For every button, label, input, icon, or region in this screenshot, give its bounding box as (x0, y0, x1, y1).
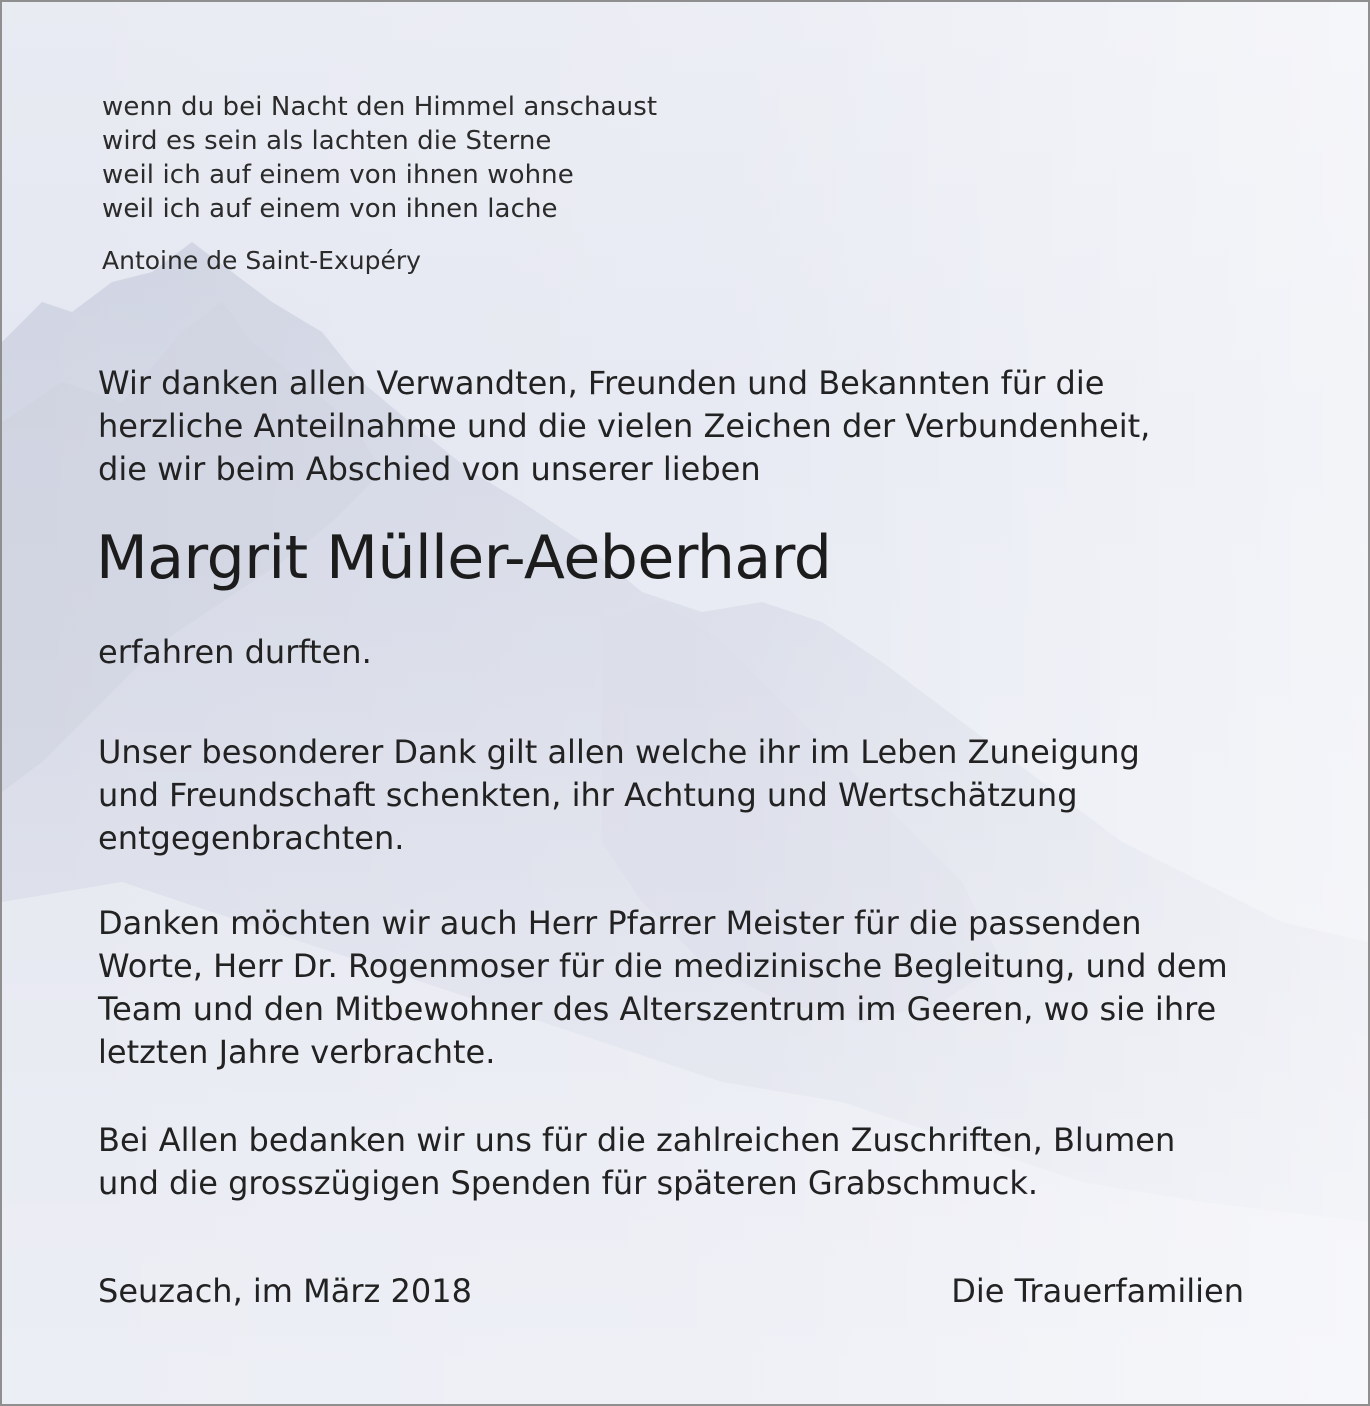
gifts-paragraph (98, 1119, 1175, 1205)
care-line: Worte, Herr Dr. Rogenmoser für die medizinische Begleitung, und dem (98, 947, 1228, 985)
care-line: Danken möchten wir auch Herr Pfarrer Meister für die passenden (98, 904, 1142, 942)
intro-paragraph (98, 362, 1150, 491)
quote-author: Antoine de Saint-Exupéry (102, 246, 421, 275)
care-line: letzten Jahre verbrachte. (98, 1033, 496, 1071)
thanks-paragraph (98, 731, 1140, 860)
after-name-paragraph (98, 631, 372, 674)
family-signature: Die Trauerfamilien (951, 1272, 1244, 1310)
intro-line: Wir danken allen Verwandten, Freunden und Bekannten für die (98, 364, 1105, 402)
thanks-line: entgegenbrachten. (98, 819, 405, 857)
poem-quote (102, 90, 657, 226)
deceased-name: Margrit Müller-Aeberhard (96, 523, 832, 593)
poem-line: weil ich auf einem von ihnen lache (102, 194, 558, 224)
obituary-text (2, 2, 1368, 1404)
thanks-line: Unser besonderer Dank gilt allen welche ihr im Leben Zuneigung (98, 733, 1140, 771)
gifts-line: und die grosszügigen Spenden für späteren Grabschmuck. (98, 1164, 1039, 1202)
after-name-line: erfahren durften. (98, 633, 372, 671)
poem-line: weil ich auf einem von ihnen wohne (102, 160, 574, 190)
intro-line: die wir beim Abschied von unserer lieben (98, 450, 761, 488)
thanks-line: und Freundschaft schenkten, ihr Achtung und Wertschätzung (98, 776, 1078, 814)
intro-line: herzliche Anteilnahme und die vielen Zeichen der Verbundenheit, (98, 407, 1151, 445)
place-date: Seuzach, im März 2018 (98, 1272, 472, 1310)
poem-line: wird es sein als lachten die Sterne (102, 126, 552, 156)
care-line: Team und den Mitbewohner des Alterszentrum im Geeren, wo sie ihre (98, 990, 1217, 1028)
gifts-line: Bei Allen bedanken wir uns für die zahlreichen Zuschriften, Blumen (98, 1121, 1176, 1159)
poem-line: wenn du bei Nacht den Himmel anschaust (102, 92, 658, 122)
care-paragraph (98, 902, 1228, 1074)
